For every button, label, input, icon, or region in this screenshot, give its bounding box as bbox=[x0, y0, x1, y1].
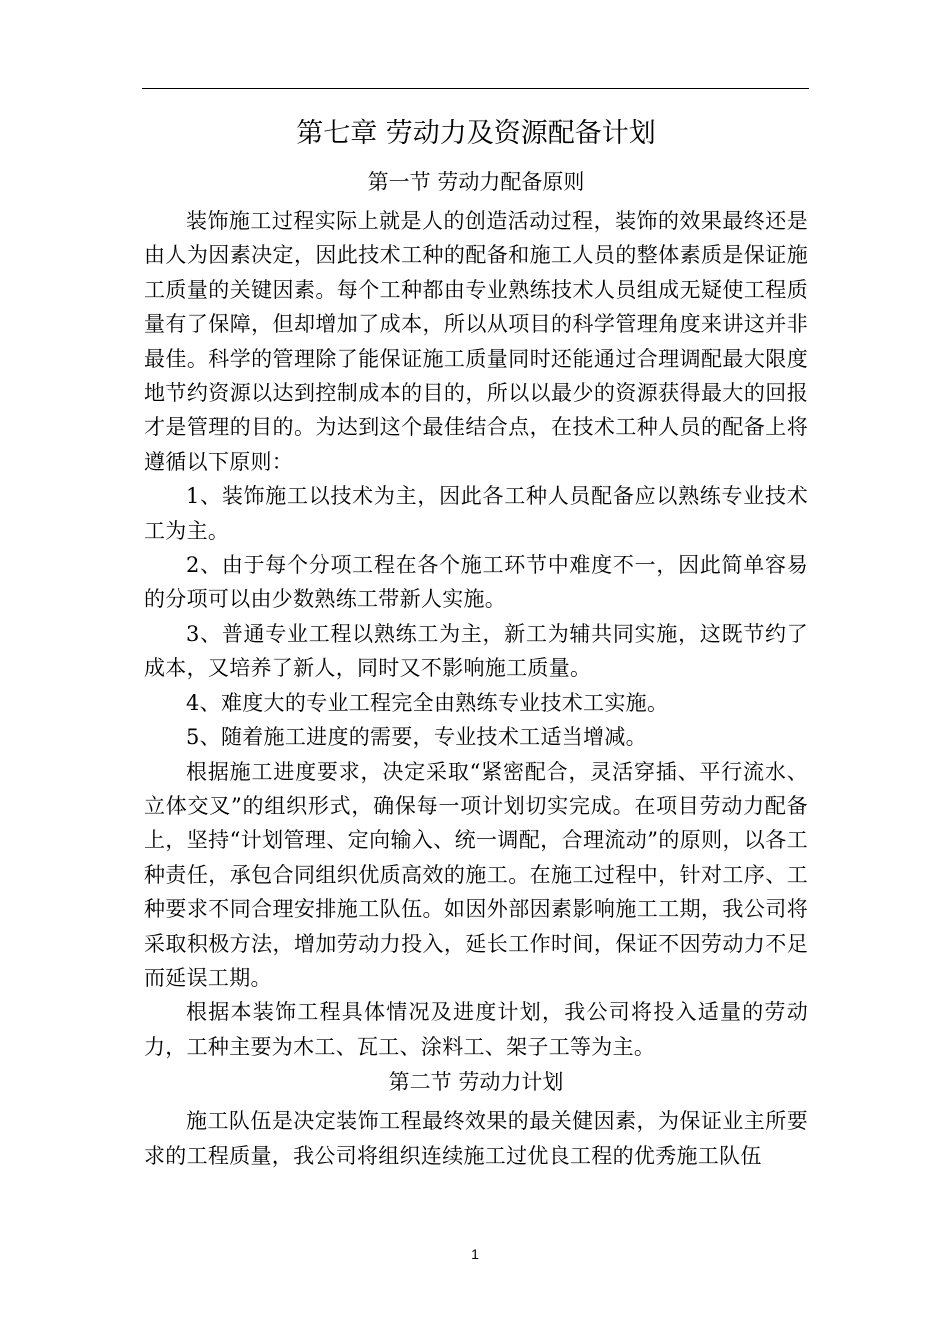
section-title-1: 第一节 劳动力配备原则 bbox=[367, 170, 585, 194]
section-title-2: 第二节 劳动力计划 bbox=[388, 1070, 564, 1095]
paragraph-principle-3: 3、普通专业工程以熟练工为主，新工为辅共同实施，这既节约了成本，又培养了新人，同时又不影响施工质量。 bbox=[144, 621, 808, 681]
paragraph-principle-5: 5、随着施工进度的需要，专业技术工适当增减。 bbox=[186, 725, 647, 750]
paragraph-organization: 根据施工进度要求，决定采取“紧密配合，灵活穿插、平行流水、立体交叉”的组织形式，确保每一项计划切实完成。在项目劳动力配备上，坚持“计划管理、定向输入、统一调配，合理流动”的原则，以各工种责任，承包合同组织优质高效的施工。在施工过程中，针对工序、工种要求不同合理安排施工队伍。如因外部因素影响施工工期，我公司将采取积极方法，增加劳动力投入，延长工作时间，保证不因劳动力不足而延误工期。 bbox=[144, 759, 808, 990]
document-body bbox=[144, 112, 808, 1173]
paragraph-principle-4: 4、难度大的专业工程完全由熟练专业技术工实施。 bbox=[186, 690, 669, 715]
paragraph-intro: 装饰施工过程实际上就是人的创造活动过程，装饰的效果最终还是由人为因素决定，因此技术工种的配备和施工人员的整体素质是保证施工质量的关键因素。每个工种都由专业熟练技术人员组成无疑使工程质量有了保障，但却增加了成本，所以从项目的科学管理角度来讲这并非最佳。科学的管理除了能保证施工质量同时还能通过合理调配最大限度地节约资源以达到控制成本的目的，所以以最少的资源获得最大的回报才是管理的目的。为达到这个最佳结合点，在技术工种人员的配备上将遵循以下原则： bbox=[144, 209, 808, 474]
header-rule bbox=[142, 88, 809, 89]
paragraph-principle-2: 2、由于每个分项工程在各个施工环节中难度不一，因此简单容易的分项可以由少数熟练工带新人实施。 bbox=[144, 553, 808, 612]
page-number: 1 bbox=[471, 1246, 479, 1262]
paragraph-labor-plan: 施工队伍是决定装饰工程最终效果的最关健因素，为保证业主所要求的工程质量，我公司将组织连续施工过优良工程的优秀施工队伍 bbox=[144, 1109, 808, 1168]
paragraph-principle-1: 1、装饰施工以技术为主，因此各工种人员配备应以熟练专业技术工为主。 bbox=[144, 484, 808, 543]
paragraph-trades: 根据本装饰工程具体情况及进度计划，我公司将投入适量的劳动力，工种主要为木工、瓦工、涂料工、架子工等为主。 bbox=[144, 1000, 808, 1059]
chapter-title: 第七章 劳动力及资源配备计划 bbox=[296, 118, 656, 149]
